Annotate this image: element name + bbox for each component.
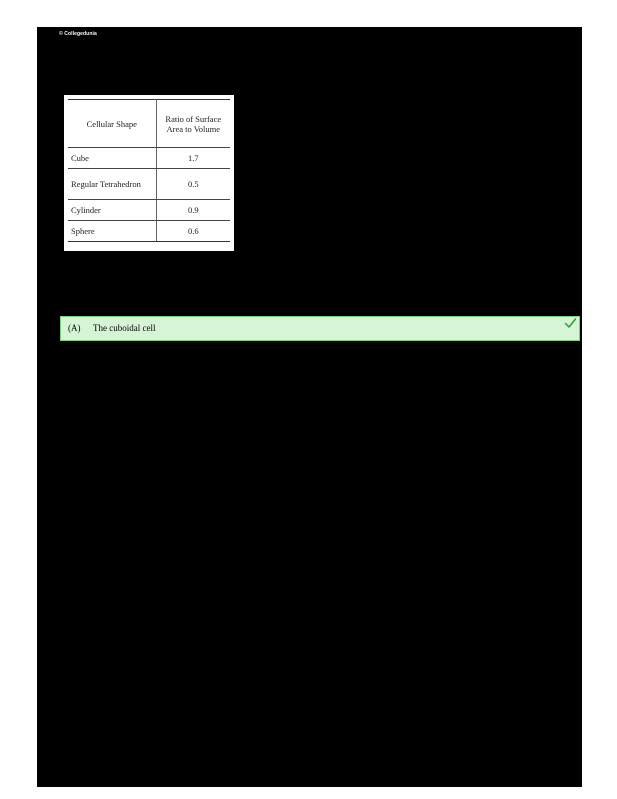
ratio-cell: 0.9: [156, 200, 230, 221]
shape-ratio-table-figure: [64, 95, 234, 251]
ratio-cell: 0.6: [156, 221, 230, 242]
watermark: © Collegedunia: [59, 31, 97, 37]
option-letter: (A): [68, 323, 81, 333]
option-text: The cuboidal cell: [93, 323, 156, 333]
table-row: [68, 200, 230, 221]
ratio-cell: 1.7: [156, 148, 230, 169]
checkmark-icon: [564, 317, 577, 330]
header-ratio: Ratio of Surface Area to Volume: [156, 100, 230, 148]
answer-option-a[interactable]: [60, 316, 580, 341]
shape-cell: Sphere: [68, 221, 156, 242]
table-row: [68, 169, 230, 200]
shape-ratio-table: [68, 99, 230, 242]
table-row: [68, 148, 230, 169]
shape-cell: Cube: [68, 148, 156, 169]
table-row: [68, 221, 230, 242]
header-cellular-shape: Cellular Shape: [68, 100, 156, 148]
ratio-cell: 0.5: [156, 169, 230, 200]
document-page: [37, 27, 582, 787]
table-header-row: [68, 100, 230, 148]
shape-cell: Cylinder: [68, 200, 156, 221]
shape-cell: Regular Tetrahedron: [68, 169, 156, 200]
